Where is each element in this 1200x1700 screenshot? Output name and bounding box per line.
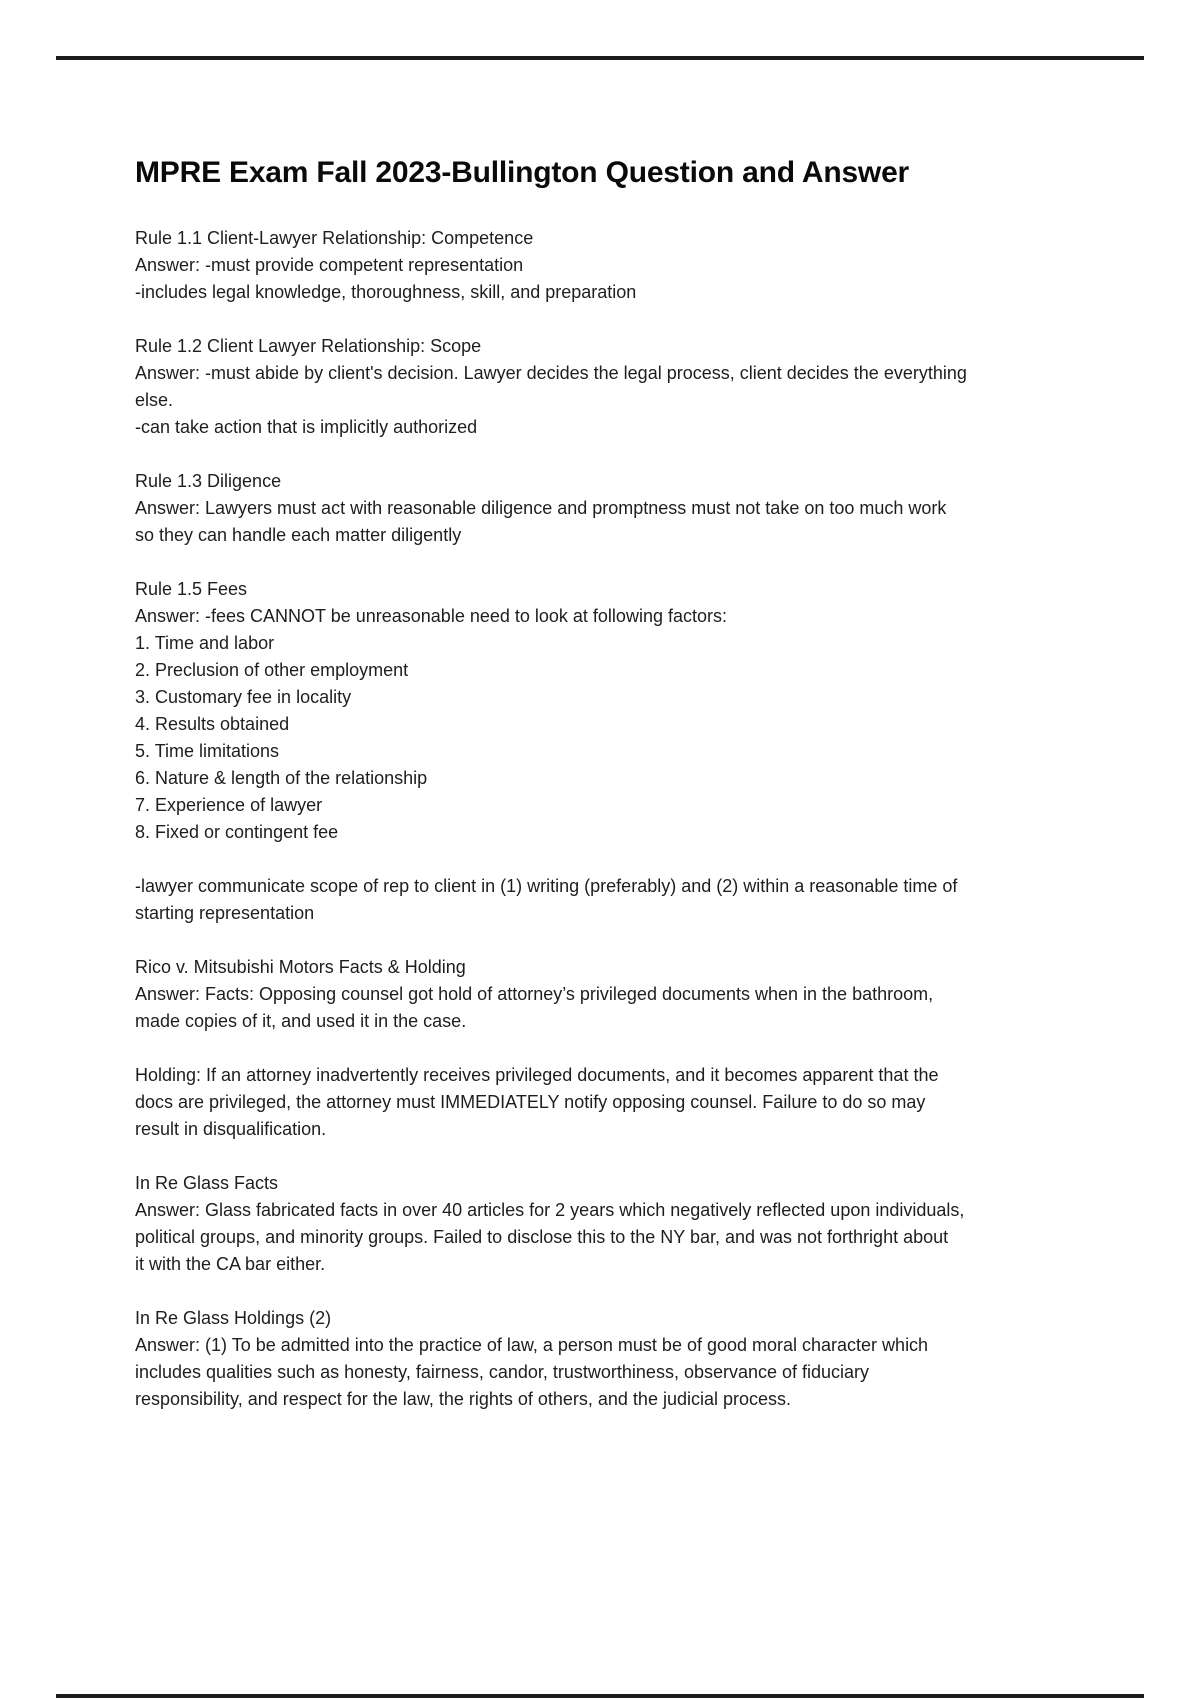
text-line: includes qualities such as honesty, fairness, candor, trustworthiness, observance of fiduciary — [135, 1362, 870, 1382]
text-line: it with the CA bar either. — [135, 1254, 326, 1274]
qa-block — [135, 333, 1095, 441]
text-line: -lawyer communicate scope of rep to client in (1) writing (preferably) and (2) within a reasonable time of — [135, 876, 958, 896]
text-line: In Re Glass Holdings (2) — [135, 1308, 332, 1328]
text-line: Rule 1.2 Client Lawyer Relationship: Scope — [135, 336, 482, 356]
text-line: docs are privileged, the attorney must IMMEDIATELY notify opposing counsel. Failure to do so may — [135, 1092, 926, 1112]
text-line: 3. Customary fee in locality — [135, 687, 352, 707]
text-line: 8. Fixed or contingent fee — [135, 822, 339, 842]
qa-block — [135, 954, 1095, 1035]
text-line: political groups, and minority groups. Failed to disclose this to the NY bar, and was not forthright about — [135, 1227, 949, 1247]
page-title: MPRE Exam Fall 2023-Bullington Question and Answer — [135, 156, 910, 189]
qa-block — [135, 576, 1095, 846]
text-line: -includes legal knowledge, thoroughness, skill, and preparation — [135, 282, 637, 302]
bottom-horizontal-rule — [56, 1694, 1144, 1698]
text-line: Rico v. Mitsubishi Motors Facts & Holding — [135, 957, 466, 977]
text-line: In Re Glass Facts — [135, 1173, 279, 1193]
qa-block — [135, 1062, 1095, 1143]
text-line: Answer: -must abide by client's decision. Lawyer decides the legal process, client decides the everything — [135, 363, 967, 383]
qa-block — [135, 1305, 1095, 1413]
text-line: Answer: (1) To be admitted into the practice of law, a person must be of good moral character which — [135, 1335, 929, 1355]
text-line: so they can handle each matter diligently — [135, 525, 462, 545]
text-line: Answer: -must provide competent representation — [135, 255, 524, 275]
text-line: Answer: -fees CANNOT be unreasonable need to look at following factors: — [135, 606, 727, 626]
text-line: made copies of it, and used it in the case. — [135, 1011, 467, 1031]
text-line: result in disqualification. — [135, 1119, 327, 1139]
text-line: -can take action that is implicitly authorized — [135, 417, 478, 437]
text-line: Answer: Glass fabricated facts in over 40 articles for 2 years which negatively reflected upon individuals, — [135, 1200, 965, 1220]
qa-blocks — [135, 225, 1095, 1413]
qa-block — [135, 225, 1095, 306]
text-line: 6. Nature & length of the relationship — [135, 768, 428, 788]
text-line: Answer: Facts: Opposing counsel got hold of attorney’s privileged documents when in the bathroom, — [135, 984, 934, 1004]
text-line: 7. Experience of lawyer — [135, 795, 323, 815]
text-line: Rule 1.1 Client-Lawyer Relationship: Competence — [135, 228, 534, 248]
text-line: Rule 1.3 Diligence — [135, 471, 282, 491]
document-content — [135, 154, 1095, 1440]
text-line: Rule 1.5 Fees — [135, 579, 248, 599]
top-horizontal-rule — [56, 56, 1144, 60]
qa-block — [135, 468, 1095, 549]
text-line: 1. Time and labor — [135, 633, 275, 653]
text-line: 5. Time limitations — [135, 741, 280, 761]
text-line: Holding: If an attorney inadvertently receives privileged documents, and it becomes apparent that the — [135, 1065, 939, 1085]
qa-block — [135, 1170, 1095, 1278]
text-line: responsibility, and respect for the law, the rights of others, and the judicial process. — [135, 1389, 792, 1409]
text-line: else. — [135, 390, 174, 410]
text-line: 2. Preclusion of other employment — [135, 660, 409, 680]
text-line: starting representation — [135, 903, 315, 923]
text-line: Answer: Lawyers must act with reasonable diligence and promptness must not take on too much work — [135, 498, 947, 518]
qa-block — [135, 873, 1095, 927]
text-line: 4. Results obtained — [135, 714, 290, 734]
